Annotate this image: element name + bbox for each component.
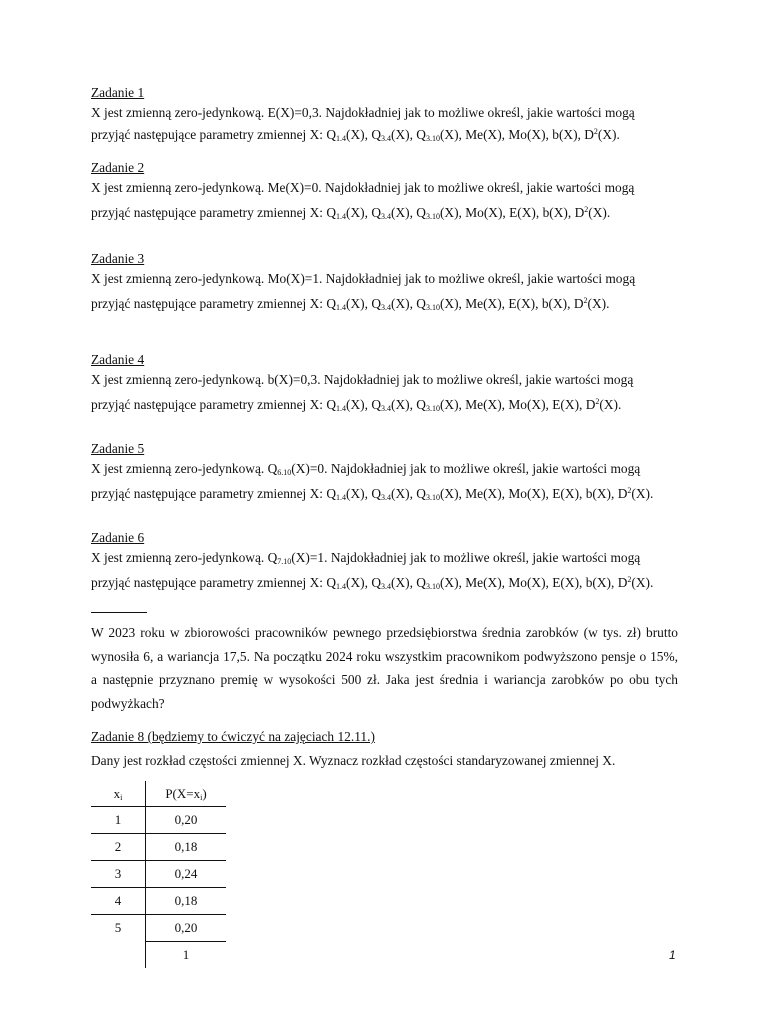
task-line: przyjąć następujące parametry zmiennej X: $Q_{1.4}(X)$, $Q_{3.4}(X)$, $Q_{3.10}(X)$, Mo(X), E(X), b(X), $D^2(X)$.	[91, 205, 611, 221]
task-8	[91, 728, 678, 968]
task-condition: X jest zmienną zero-jedynkową. $Q_{6.10}(X)=0$. Najdokładniej jak to możliwe określ, jakie wartości mogą	[91, 461, 641, 477]
task-heading: Zadanie 8 (będziemy to ćwiczyć na zajęciach 12.11.)	[91, 729, 375, 744]
task-line: X jest zmienną zero-jedynkową. b(X)=0,3. Najdokładniej jak to możliwe określ, jakie wartości mogą	[91, 372, 634, 387]
task-line: Dany jest rozkład częstości zmiennej X. Wyznacz rozkład częstości standaryzowanej zmiennej X.	[91, 753, 616, 768]
task-params: $Q_{1.4}(X)$, $Q_{3.4}(X)$, $Q_{3.10}(X)$, Me(X), Mo(X), E(X), b(X), $D^2(X)$.	[326, 575, 654, 591]
cell-xi: 3	[91, 861, 146, 888]
task-line: przyjąć następujące parametry zmiennej X: $Q_{1.4}(X)$, $Q_{3.4}(X)$, $Q_{3.10}(X)$, Me(X), Mo(X), E(X), b(X), $D^2(X)$.	[91, 486, 654, 502]
task-params: $Q_{1.4}(X)$, $Q_{3.4}(X)$, $Q_{3.10}(X)$, Me(X), Mo(X), E(X), $D^2(X)$.	[326, 397, 622, 413]
cell-probability: 0,20	[146, 915, 227, 942]
task-params: $Q_{1.4}(X)$, $Q_{3.4}(X)$, $Q_{3.10}(X)$, Me(X), E(X), b(X), $D^2(X)$.	[326, 296, 610, 312]
task-3	[91, 250, 678, 315]
table-row	[91, 807, 226, 834]
header-xi: $x_i$	[91, 781, 146, 807]
cell-probability: 0,18	[146, 888, 227, 915]
task-params: $Q_{1.4}(X)$, $Q_{3.4}(X)$, $Q_{3.10}(X)$, Me(X), Mo(X), E(X), b(X), $D^2(X)$.	[326, 486, 654, 502]
task-line: przyjąć następujące parametry zmiennej X: $Q_{1.4}(X)$, $Q_{3.4}(X)$, $Q_{3.10}(X)$, Me(X), Mo(X), E(X), $D^2(X)$.	[91, 397, 622, 413]
cell-probability: 0,18	[146, 834, 227, 861]
cell-xi: 5	[91, 915, 146, 942]
header-probability: $P(X=x_i)$	[165, 785, 207, 802]
table-row	[91, 915, 226, 942]
task-condition: X jest zmienną zero-jedynkową. $Q_{7.10}(X)=1$. Najdokładniej jak to możliwe określ, jakie wartości mogą	[91, 550, 641, 566]
cell-probability: 0,20	[146, 807, 227, 834]
task-7-text: W 2023 roku w zbiorowości pracowników pewnego przedsiębiorstwa średnia zarobków (w tys. zł) brutto wynosiła 6, a wariancja 17,5. Na początku 2024 roku wszystkim pracownikom podwyższono pensje o 15%, a następnie przyznano premię w wysokości 500 zł. Jaka jest średnia i wariancja zarobków po obu tych podwyżkach?	[91, 625, 678, 711]
task-heading: Zadanie 1	[91, 85, 145, 100]
task-line	[91, 458, 678, 480]
task-5	[91, 440, 678, 505]
task-heading: Zadanie 2	[91, 160, 145, 175]
task-heading: Zadanie 4	[91, 352, 145, 367]
task-line: X jest zmienną zero-jedynkową. E(X)=0,3. Najdokładniej jak to możliwe określ, jakie wartości mogą	[91, 105, 635, 120]
table-row	[91, 888, 226, 915]
table-row	[91, 861, 226, 888]
table-total-row	[91, 942, 226, 969]
task-heading: Zadanie 3	[91, 251, 145, 266]
task-line	[91, 547, 678, 569]
frequency-table	[91, 781, 226, 968]
task-1	[91, 84, 678, 146]
cell-xi	[91, 942, 146, 969]
cell-xi: 1	[91, 807, 146, 834]
task-params: $Q_{1.4}(X)$, $Q_{3.4}(X)$, $Q_{3.10}(X)$, Mo(X), E(X), b(X), $D^2(X)$.	[326, 205, 611, 221]
cell-xi: 2	[91, 834, 146, 861]
task-line: X jest zmienną zero-jedynkową. Mo(X)=1. Najdokładniej jak to możliwe określ, jakie wartości mogą	[91, 271, 636, 286]
task-line: przyjąć następujące parametry zmiennej X: $Q_{1.4}(X)$, $Q_{3.4}(X)$, $Q_{3.10}(X)$, Me(X), Mo(X), E(X), b(X), $D^2(X)$.	[91, 575, 654, 591]
page-number: 1	[669, 948, 676, 962]
task-line: X jest zmienną zero-jedynkową. Me(X)=0. Najdokładniej jak to możliwe określ, jakie wartości mogą	[91, 180, 635, 195]
task-4	[91, 351, 678, 416]
task-2	[91, 159, 678, 224]
document-page	[91, 84, 678, 968]
task-line: przyjąć następujące parametry zmiennej X: $Q_{1.4}(X)$, $Q_{3.4}(X)$, $Q_{3.10}(X)$, Me(X), E(X), b(X), $D^2(X)$.	[91, 296, 610, 312]
section-divider	[91, 612, 147, 613]
task-line: przyjąć następujące parametry zmiennej X: $Q_{1.4}(X)$, $Q_{3.4}(X)$, $Q_{3.10}(X)$, Me(X), Mo(X), b(X), $D^2(X)$.	[91, 127, 620, 143]
table-header-row	[91, 781, 226, 807]
task-heading: Zadanie 6	[91, 530, 145, 545]
cell-xi: 4	[91, 888, 146, 915]
cell-probability: 0,24	[146, 861, 227, 888]
task-params: $Q_{1.4}(X)$, $Q_{3.4}(X)$, $Q_{3.10}(X)$, Me(X), Mo(X), b(X), $D^2(X)$.	[326, 127, 620, 143]
cell-probability: 1	[146, 942, 227, 969]
task-6	[91, 529, 678, 594]
table-row	[91, 834, 226, 861]
task-heading: Zadanie 5	[91, 441, 145, 456]
